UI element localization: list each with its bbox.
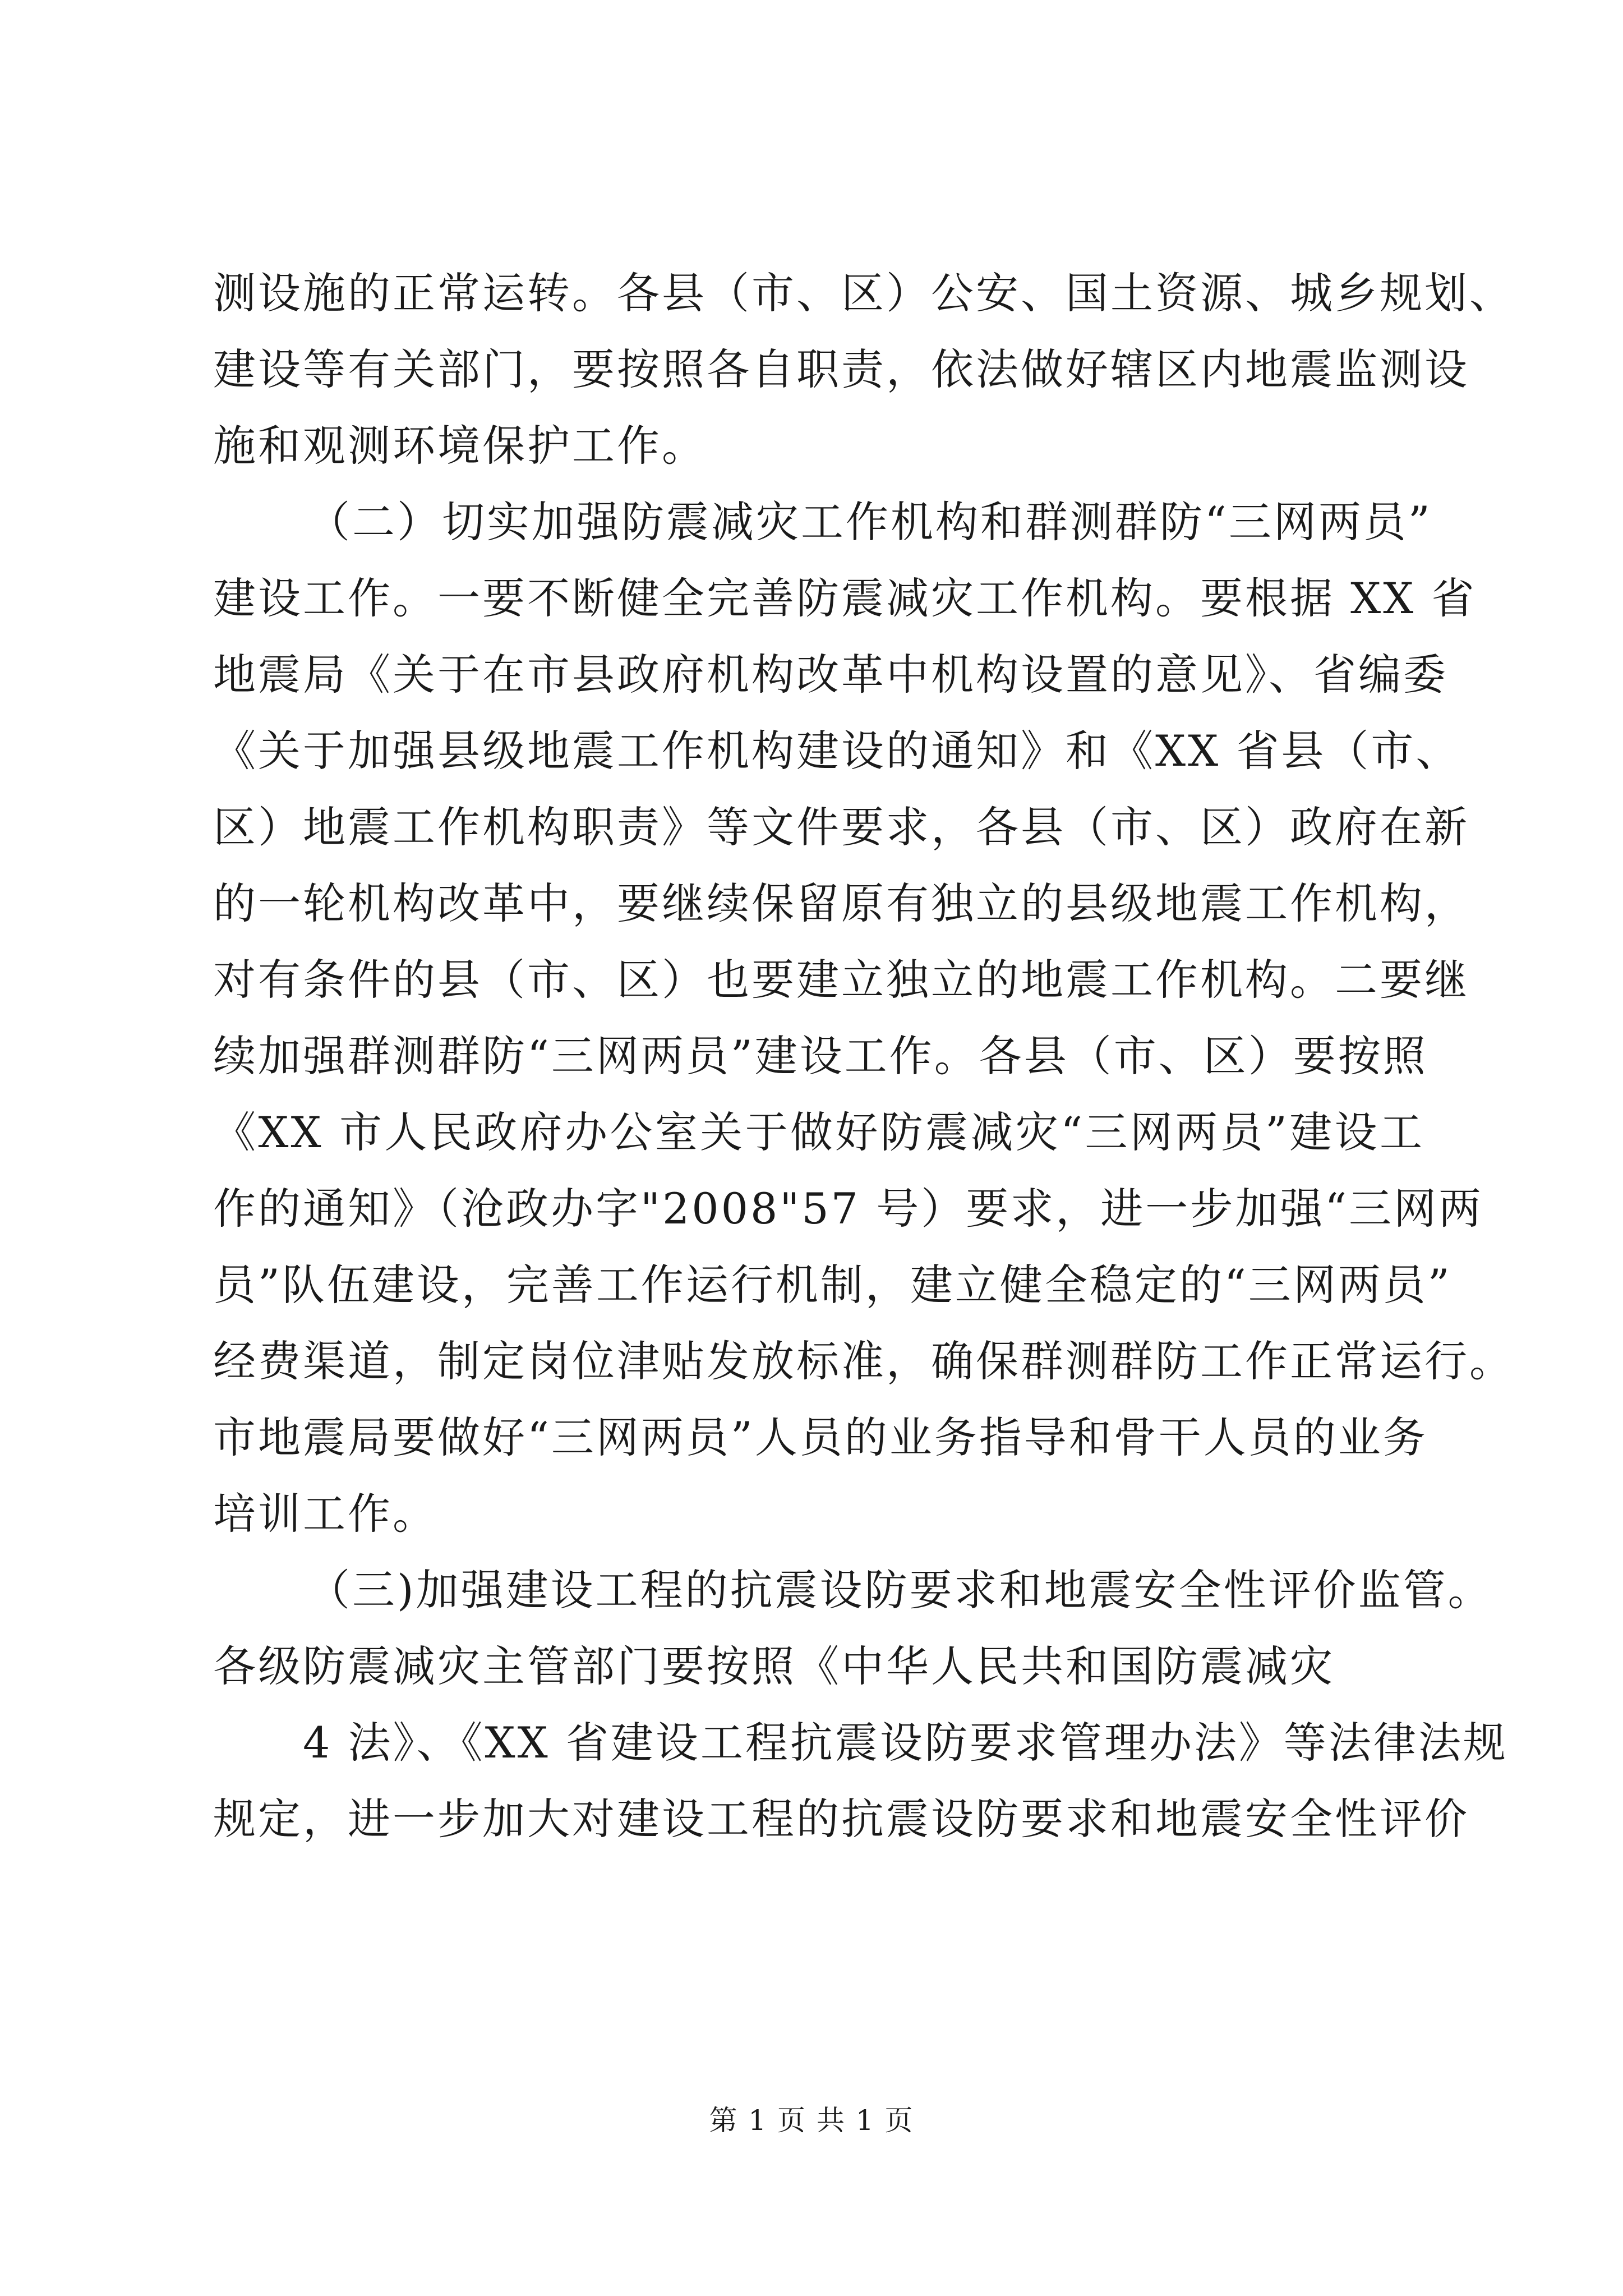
text-line: 作的通知》（沧政办字"2008"57 号）要求，进一步加强“三网两 [213,1184,1484,1234]
text-line: 经费渠道，制定岗位津贴发放标准，确保群测群防工作正常运行。 [213,1336,1514,1386]
text-line: 对有条件的县（市、区）也要建立独立的地震工作机构。二要继 [213,955,1469,1005]
text-line: 施和观测环境保护工作。 [213,421,707,471]
text-line: 区）地震工作机构职责》等文件要求，各县（市、区）政府在新 [213,802,1469,852]
text-line: 续加强群测群防“三网两员”建设工作。各县（市、区）要按照 [213,1031,1428,1081]
text-line: 《关于加强县级地震工作机构建设的通知》和《XX 省县（市、 [213,726,1461,776]
text-line: 的一轮机构改革中，要继续保留原有独立的县级地震工作机构， [213,878,1469,928]
document-body [213,255,1514,1857]
text-line: 地震局《关于在市县政府机构改革中机构设置的意见》、省编委 [213,650,1448,700]
paragraph-start-line: 4 法》、《XX 省建设工程抗震设防要求管理办法》等法律法规 [303,1718,1508,1768]
paragraph-start-line: （二）切实加强防震减灾工作机构和群测群防“三网两员” [307,497,1432,547]
text-line: 《XX 市人民政府办公室关于做好防震减灾“三网两员”建设工 [213,1107,1424,1157]
paragraph-start-line: （三)加强建设工程的抗震设防要求和地震安全性评价监管。 [307,1565,1493,1615]
text-line: 市地震局要做好“三网两员”人员的业务指导和骨干人员的业务 [213,1412,1428,1462]
text-line: 各级防震减灾主管部门要按照《中华人民共和国防震减灾 [213,1641,1335,1691]
text-line: 测设施的正常运转。各县（市、区）公安、国土资源、城乡规划、 [213,268,1514,318]
text-line: 规定，进一步加大对建设工程的抗震设防要求和地震安全性评价 [213,1794,1469,1844]
page-footer: 第 1 页 共 1 页 [709,2104,914,2137]
text-line: 建设工作。一要不断健全完善防震减灾工作机构。要根据 XX 省 [213,573,1477,623]
text-line: 培训工作。 [213,1489,437,1539]
text-line: 建设等有关部门，要按照各自职责，依法做好辖区内地震监测设 [213,344,1469,394]
text-line: 员”队伍建设，完善工作运行机制，建立健全稳定的“三网两员” [213,1260,1452,1310]
